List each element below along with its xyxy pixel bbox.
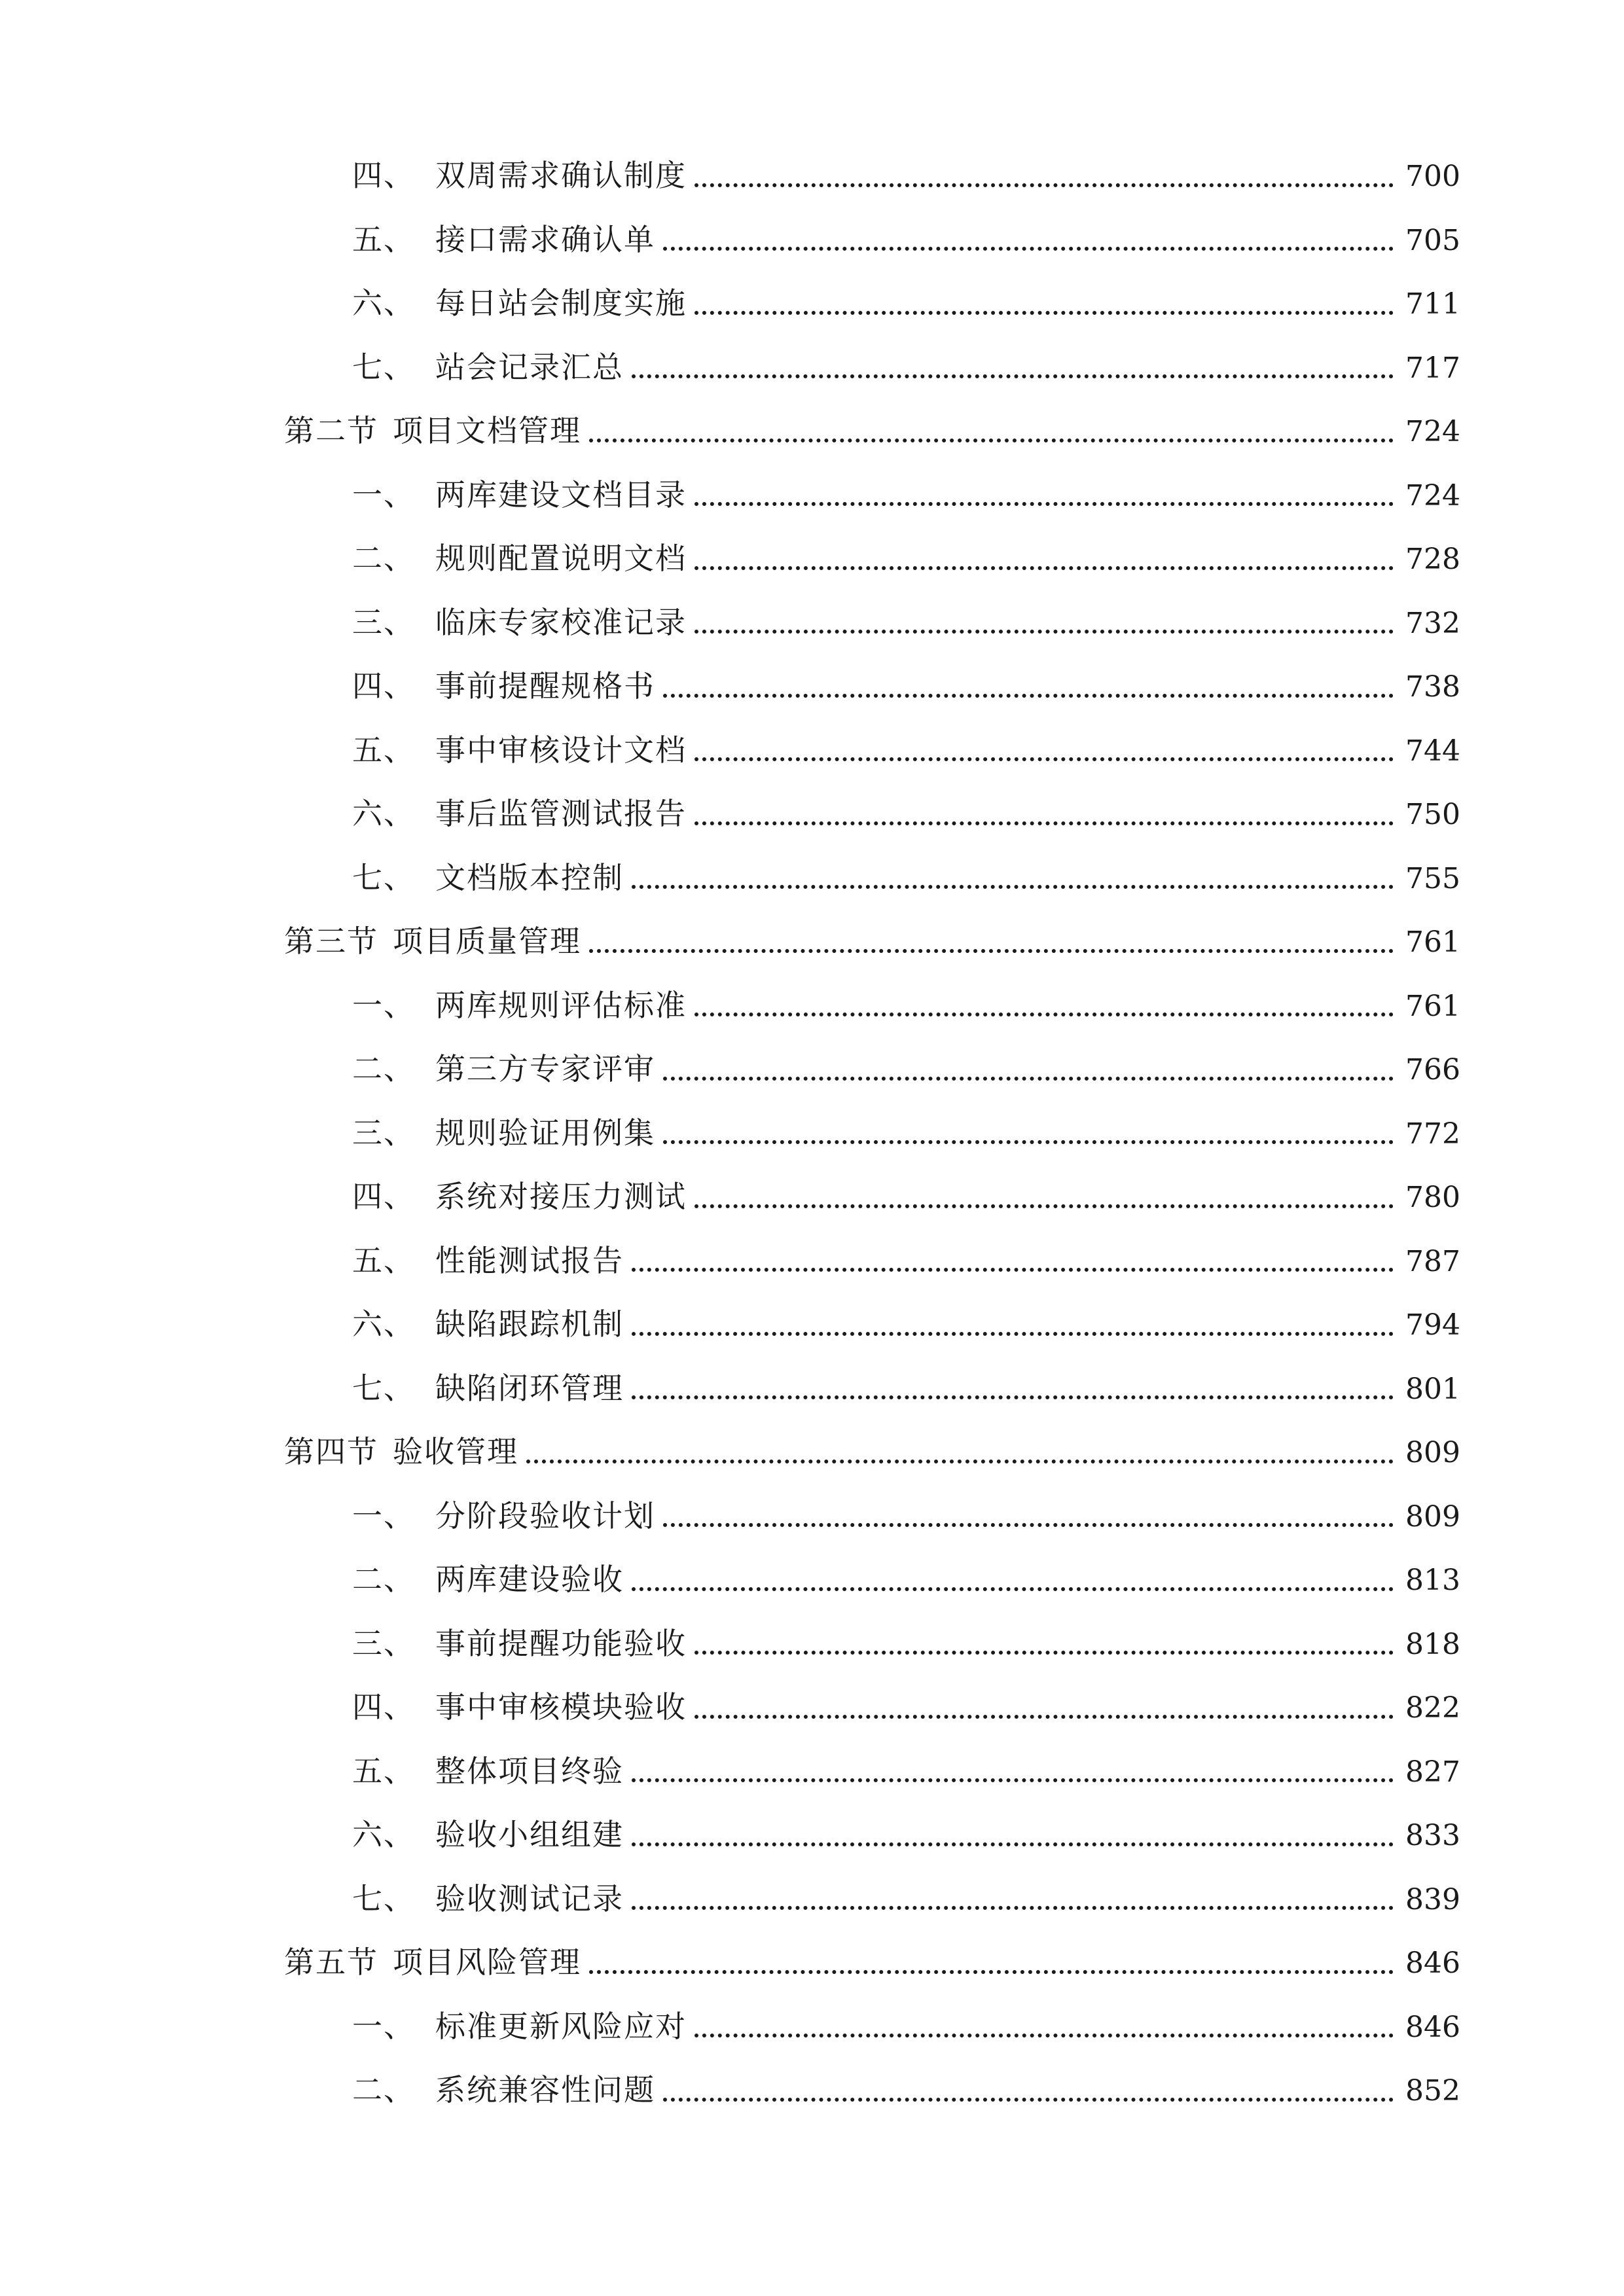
toc-entry-page-number: 700 xyxy=(1405,160,1460,193)
toc-entry-number: 第五节 xyxy=(284,1945,378,1980)
toc-entry-page-number: 717 xyxy=(1405,351,1460,385)
toc-entry-number: 三、 xyxy=(352,1625,415,1661)
toc-dot-leader xyxy=(632,1906,1394,1910)
toc-entry-line xyxy=(352,719,1460,783)
toc-entry-number: 一、 xyxy=(352,987,415,1023)
toc-entry-page-number: 761 xyxy=(1405,925,1460,959)
toc-entry-title: 事前提醒规格书 xyxy=(435,668,655,704)
toc-entry-line xyxy=(352,1995,1460,2059)
toc-dot-leader xyxy=(695,311,1394,315)
toc-entry-page-number: 711 xyxy=(1405,287,1460,321)
table-of-contents xyxy=(0,144,1624,2123)
toc-subsection-entry[interactable] xyxy=(0,1867,1624,1931)
toc-dot-leader xyxy=(695,1204,1394,1208)
toc-subsection-entry[interactable] xyxy=(0,1740,1624,1804)
toc-entry-line xyxy=(352,1165,1460,1229)
toc-entry-page-number: 724 xyxy=(1405,478,1460,512)
toc-entry-line xyxy=(352,1612,1460,1676)
toc-entry-number: 七、 xyxy=(352,1880,415,1916)
toc-subsection-entry[interactable] xyxy=(0,1293,1624,1357)
toc-dot-leader xyxy=(632,885,1394,889)
toc-dot-leader xyxy=(663,1523,1394,1527)
toc-dot-leader xyxy=(695,630,1394,634)
toc-section-entry[interactable] xyxy=(0,399,1624,463)
toc-entry-title: 项目质量管理 xyxy=(393,924,581,959)
toc-entry-title: 双周需求确认制度 xyxy=(435,158,687,193)
toc-entry-title: 验收测试记录 xyxy=(435,1880,624,1916)
toc-entry-page-number: 809 xyxy=(1405,1499,1460,1534)
toc-entry-number: 二、 xyxy=(352,541,415,576)
toc-entry-title: 接口需求确认单 xyxy=(435,221,655,257)
toc-entry-line xyxy=(284,1931,1460,1995)
toc-entry-number: 六、 xyxy=(352,1817,415,1852)
toc-entry-title: 文档版本控制 xyxy=(435,859,624,895)
toc-entry-line xyxy=(352,974,1460,1038)
toc-dot-leader xyxy=(663,694,1394,698)
toc-subsection-entry[interactable] xyxy=(0,1102,1624,1166)
toc-subsection-entry[interactable] xyxy=(0,336,1624,400)
toc-subsection-entry[interactable] xyxy=(0,1612,1624,1676)
toc-entry-title: 系统兼容性问题 xyxy=(435,2072,655,2108)
toc-entry-line xyxy=(352,1293,1460,1357)
toc-dot-leader xyxy=(632,1395,1394,1399)
toc-entry-number: 五、 xyxy=(352,732,415,768)
toc-entry-line xyxy=(352,591,1460,655)
toc-entry-line xyxy=(352,272,1460,336)
toc-entry-number: 七、 xyxy=(352,859,415,895)
toc-entry-line xyxy=(352,1357,1460,1421)
toc-entry-title: 站会记录汇总 xyxy=(435,349,624,385)
toc-entry-number: 六、 xyxy=(352,1306,415,1342)
toc-entry-line xyxy=(352,655,1460,719)
toc-entry-line xyxy=(284,1420,1460,1484)
toc-dot-leader xyxy=(589,439,1394,442)
toc-entry-page-number: 728 xyxy=(1405,543,1460,576)
toc-entry-title: 两库建设验收 xyxy=(435,1562,624,1597)
toc-entry-title: 第三方专家评审 xyxy=(435,1051,655,1086)
toc-dot-leader xyxy=(589,949,1394,953)
toc-dot-leader xyxy=(632,1778,1394,1782)
toc-dot-leader xyxy=(632,1842,1394,1846)
toc-subsection-entry[interactable] xyxy=(0,463,1624,528)
toc-entry-page-number: 761 xyxy=(1405,989,1460,1023)
toc-entry-title: 缺陷跟踪机制 xyxy=(435,1306,624,1342)
toc-entry-page-number: 780 xyxy=(1405,1181,1460,1214)
toc-entry-page-number: 809 xyxy=(1405,1436,1460,1469)
toc-entry-line xyxy=(352,2058,1460,2123)
toc-subsection-entry[interactable] xyxy=(0,527,1624,591)
toc-entry-page-number: 732 xyxy=(1405,606,1460,640)
toc-entry-number: 三、 xyxy=(352,604,415,640)
toc-subsection-entry[interactable] xyxy=(0,144,1624,208)
toc-dot-leader xyxy=(663,1140,1394,1144)
toc-entry-title: 分阶段验收计划 xyxy=(435,1498,655,1534)
toc-entry-number: 三、 xyxy=(352,1115,415,1151)
toc-subsection-entry[interactable] xyxy=(0,2058,1624,2123)
toc-subsection-entry[interactable] xyxy=(0,1357,1624,1421)
toc-entry-title: 缺陷闭环管理 xyxy=(435,1370,624,1406)
toc-dot-leader xyxy=(663,2098,1394,2102)
toc-dot-leader xyxy=(695,1013,1394,1016)
toc-entry-number: 一、 xyxy=(352,476,415,512)
toc-entry-title: 规则配置说明文档 xyxy=(435,541,687,576)
toc-entry-page-number: 738 xyxy=(1405,670,1460,704)
toc-entry-title: 规则验证用例集 xyxy=(435,1115,655,1151)
toc-subsection-entry[interactable] xyxy=(0,208,1624,272)
toc-subsection-entry[interactable] xyxy=(0,655,1624,719)
toc-dot-leader xyxy=(695,502,1394,506)
toc-entry-number: 第三节 xyxy=(284,924,378,959)
toc-subsection-entry[interactable] xyxy=(0,719,1624,783)
toc-dot-leader xyxy=(695,2034,1394,2037)
toc-entry-number: 五、 xyxy=(352,1753,415,1789)
toc-entry-number: 四、 xyxy=(352,668,415,704)
toc-dot-leader xyxy=(632,374,1394,378)
toc-entry-number: 四、 xyxy=(352,1179,415,1214)
toc-entry-title: 验收管理 xyxy=(393,1434,518,1469)
toc-entry-line xyxy=(284,910,1460,974)
toc-entry-page-number: 833 xyxy=(1405,1819,1460,1852)
toc-entry-page-number: 839 xyxy=(1405,1882,1460,1916)
toc-entry-page-number: 750 xyxy=(1405,798,1460,831)
toc-entry-number: 五、 xyxy=(352,221,415,257)
toc-entry-page-number: 813 xyxy=(1405,1564,1460,1597)
toc-entry-title: 临床专家校准记录 xyxy=(435,604,687,640)
toc-subsection-entry[interactable] xyxy=(0,272,1624,336)
toc-subsection-entry[interactable] xyxy=(0,846,1624,910)
toc-dot-leader xyxy=(663,1077,1394,1081)
toc-entry-line xyxy=(352,208,1460,272)
toc-entry-line xyxy=(352,846,1460,910)
toc-entry-page-number: 787 xyxy=(1405,1244,1460,1278)
toc-entry-line xyxy=(352,782,1460,846)
toc-entry-page-number: 724 xyxy=(1405,415,1460,448)
toc-entry-page-number: 846 xyxy=(1405,1946,1460,1980)
toc-subsection-entry[interactable] xyxy=(0,782,1624,846)
toc-entry-page-number: 766 xyxy=(1405,1053,1460,1086)
toc-dot-leader xyxy=(695,757,1394,761)
toc-subsection-entry[interactable] xyxy=(0,974,1624,1038)
toc-entry-title: 每日站会制度实施 xyxy=(435,285,687,321)
toc-entry-number: 二、 xyxy=(352,1051,415,1086)
toc-subsection-entry[interactable] xyxy=(0,1548,1624,1612)
toc-section-entry[interactable] xyxy=(0,1420,1624,1484)
toc-entry-title: 性能测试报告 xyxy=(435,1242,624,1278)
toc-entry-line xyxy=(352,1037,1460,1102)
toc-entry-line xyxy=(352,463,1460,528)
toc-entry-number: 一、 xyxy=(352,1498,415,1534)
toc-entry-number: 六、 xyxy=(352,796,415,831)
toc-dot-leader xyxy=(695,1651,1394,1655)
toc-dot-leader xyxy=(632,1587,1394,1591)
toc-entry-line xyxy=(352,527,1460,591)
toc-entry-title: 验收小组组建 xyxy=(435,1817,624,1852)
toc-entry-number: 五、 xyxy=(352,1242,415,1278)
toc-entry-number: 四、 xyxy=(352,158,415,193)
toc-entry-title: 项目风险管理 xyxy=(393,1945,581,1980)
toc-subsection-entry[interactable] xyxy=(0,1995,1624,2059)
toc-subsection-entry[interactable] xyxy=(0,1484,1624,1549)
toc-section-entry[interactable] xyxy=(0,1931,1624,1995)
toc-entry-line xyxy=(352,1803,1460,1867)
toc-subsection-entry[interactable] xyxy=(0,1803,1624,1867)
toc-dot-leader xyxy=(695,821,1394,825)
toc-entry-page-number: 744 xyxy=(1405,734,1460,768)
toc-entry-line xyxy=(352,1484,1460,1549)
toc-entry-line xyxy=(352,1867,1460,1931)
toc-subsection-entry[interactable] xyxy=(0,1676,1624,1740)
toc-entry-page-number: 827 xyxy=(1405,1755,1460,1789)
toc-entry-number: 七、 xyxy=(352,349,415,385)
toc-entry-line xyxy=(352,144,1460,208)
toc-entry-page-number: 852 xyxy=(1405,2074,1460,2108)
toc-entry-line xyxy=(352,1740,1460,1804)
toc-entry-title: 整体项目终验 xyxy=(435,1753,624,1789)
toc-entry-title: 事中审核模块验收 xyxy=(435,1689,687,1725)
toc-entry-number: 四、 xyxy=(352,1689,415,1725)
toc-dot-leader xyxy=(695,183,1394,187)
toc-entry-line xyxy=(352,1229,1460,1293)
toc-dot-leader xyxy=(589,1970,1394,1974)
toc-entry-title: 系统对接压力测试 xyxy=(435,1179,687,1214)
toc-entry-line xyxy=(352,1102,1460,1166)
toc-entry-number: 第四节 xyxy=(284,1434,378,1469)
toc-entry-title: 两库建设文档目录 xyxy=(435,476,687,512)
toc-entry-line xyxy=(284,399,1460,463)
toc-entry-page-number: 818 xyxy=(1405,1627,1460,1661)
toc-dot-leader xyxy=(695,1715,1394,1719)
toc-entry-page-number: 846 xyxy=(1405,2010,1460,2044)
toc-entry-page-number: 755 xyxy=(1405,861,1460,895)
toc-entry-page-number: 794 xyxy=(1405,1308,1460,1342)
toc-entry-number: 二、 xyxy=(352,2072,415,2108)
toc-entry-number: 六、 xyxy=(352,285,415,321)
toc-subsection-entry[interactable] xyxy=(0,1037,1624,1102)
toc-dot-leader xyxy=(632,1268,1394,1272)
toc-entry-title: 标准更新风险应对 xyxy=(435,2008,687,2044)
toc-dot-leader xyxy=(663,247,1394,251)
toc-entry-line xyxy=(352,336,1460,400)
toc-entry-number: 一、 xyxy=(352,2008,415,2044)
toc-dot-leader xyxy=(632,1332,1394,1336)
toc-entry-page-number: 822 xyxy=(1405,1691,1460,1725)
toc-subsection-entry[interactable] xyxy=(0,1165,1624,1229)
toc-dot-leader xyxy=(695,566,1394,570)
toc-entry-number: 七、 xyxy=(352,1370,415,1406)
toc-dot-leader xyxy=(526,1460,1394,1463)
toc-section-entry[interactable] xyxy=(0,910,1624,974)
toc-entry-number: 二、 xyxy=(352,1562,415,1597)
toc-entry-title: 项目文档管理 xyxy=(393,413,581,448)
toc-entry-page-number: 772 xyxy=(1405,1117,1460,1151)
toc-entry-title: 事中审核设计文档 xyxy=(435,732,687,768)
toc-entry-line xyxy=(352,1548,1460,1612)
toc-subsection-entry[interactable] xyxy=(0,591,1624,655)
toc-entry-page-number: 705 xyxy=(1405,223,1460,257)
toc-entry-title: 事前提醒功能验收 xyxy=(435,1625,687,1661)
toc-subsection-entry[interactable] xyxy=(0,1229,1624,1293)
toc-entry-page-number: 801 xyxy=(1405,1372,1460,1406)
toc-entry-number: 第二节 xyxy=(284,413,378,448)
toc-entry-line xyxy=(352,1676,1460,1740)
toc-entry-title: 事后监管测试报告 xyxy=(435,796,687,831)
toc-entry-title: 两库规则评估标准 xyxy=(435,987,687,1023)
